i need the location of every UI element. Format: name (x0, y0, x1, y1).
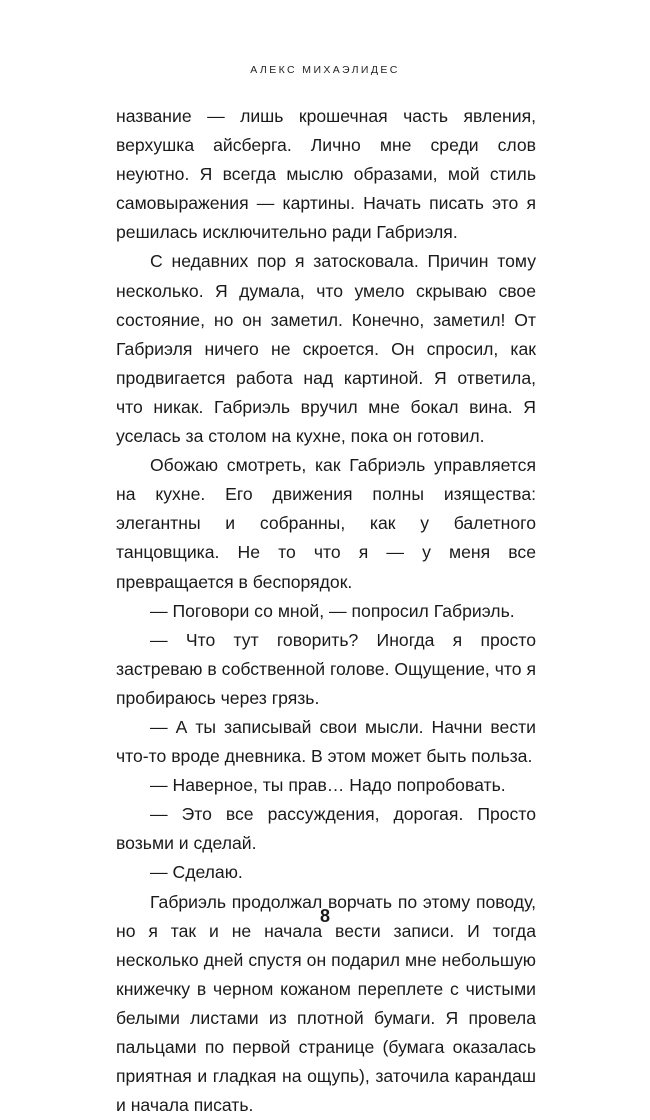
dialogue-line: — А ты записывай свои мысли. Начни вести что-то вроде дневника. В этом может быть польза. (116, 716, 536, 767)
paragraph: С недавних пор я затосковала. Причин тому несколько. Я думала, что умело скрываю свое состояние, но он заметил. Конечно, заметил! От Габриэля ничего не скроется. Он спросил, как продвигается работа над картиной. Я ответила, что никак. Габриэль вручил мне бокал вина. Я уселась за столом на кухне, пока он готовил. (116, 251, 536, 447)
body-text (116, 102, 536, 1120)
page-number: 8 (319, 906, 330, 926)
dialogue-line: — Что тут говорить? Иногда я просто застреваю в собственной голове. Ощущение, что я пробираюсь через грязь. (116, 629, 536, 708)
dialogue-line: — Наверное, ты прав… Надо попробовать. (150, 775, 506, 796)
dialogue-line: — Сделаю. (150, 862, 243, 883)
paragraph: Габриэль продолжал ворчать по этому поводу, но я так и не начала вести записи. И тогда несколько дней спустя он подарил мне небольшую книжечку в черном кожаном переплете с чистыми белыми листами из плотной бумаги. Я провела пальцами по первой странице (бумага оказалась приятная и гладкая на ощупь), заточила карандаш и начала писать. (116, 891, 536, 1116)
running-header: АЛЕКС МИХАЭЛИДЕС (250, 64, 400, 76)
paragraph: название — лишь крошечная часть явления, верхушка айсберга. Лично мне среди слов неуютно. Я всегда мыслю образами, мой стиль самовыражения — картины. Начать писать это я решилась исключительно ради Габриэля. (116, 106, 536, 243)
dialogue-line: — Это все рассуждения, дорогая. Просто возьми и сделай. (116, 804, 536, 854)
dialogue-line: — Поговори со мной, — попросил Габриэль. (150, 600, 515, 621)
paragraph: Обожаю смотреть, как Габриэль управляется на кухне. Его движения полны изящества: элегантны и собранны, как у балетного танцовщика. Не то что я — у меня все превращается в беспорядок. (116, 455, 536, 592)
